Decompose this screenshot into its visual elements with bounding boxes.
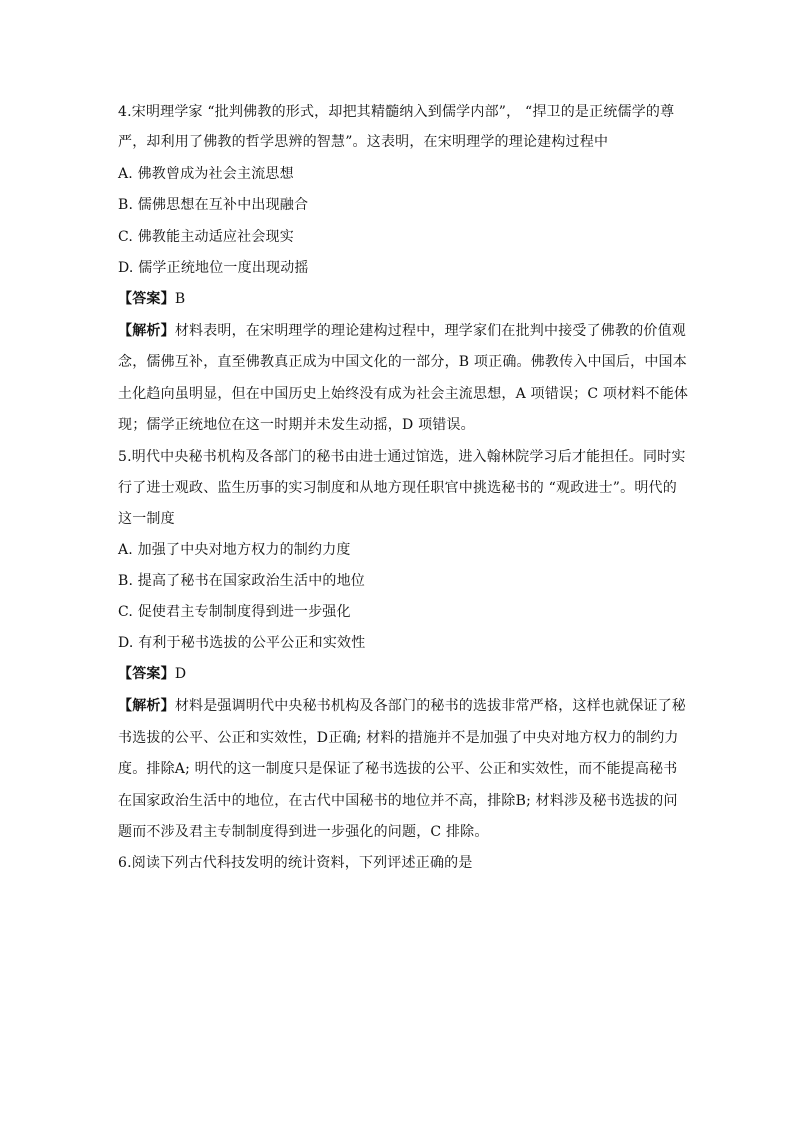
q4-analysis-tag: 【解析】 [118, 323, 175, 339]
q5-stem-line-1: 5.明代中央秘书机构及各部门的秘书由进士通过馆选，进入翰林院学习后才能担任。同时实 [118, 449, 686, 465]
q5-analysis-line-3: 度。排除A; 明代的这一制度只是保证了秘书选拔的公平、公正和实效性，而不能提高秘书 [118, 761, 678, 777]
q4-answer-value: B [174, 291, 186, 307]
q5-analysis-text-1: 材料是强调明代中央秘书机构及各部门的秘书的选拔非常严格，这样也就保证了秘 [174, 698, 687, 714]
q4-option-a: A. 佛教曾成为社会主流思想 [118, 166, 294, 182]
q4-analysis-text-1: 材料表明，在宋明理学的理论建构过程中，理学家们在批判中接受了佛教的价值观 [174, 323, 687, 339]
q5-answer-tag: 【答案】 [118, 666, 175, 682]
q4-option-b: B. 儒佛思想在互补中出现融合 [118, 197, 309, 213]
q5-answer-value: D [174, 666, 187, 682]
q4-answer-tag: 【答案】 [118, 291, 175, 307]
q4-analysis-line-4: 现；儒学正统地位在这一时期并未发生动摇，D 项错误。 [118, 417, 475, 433]
q5-stem-line-3: 这一制度 [118, 511, 175, 527]
q5-option-c: C. 促使君主专制制度得到进一步强化 [118, 604, 351, 620]
q5-analysis-line-2: 书选拔的公平、公正和实效性，D正确; 材料的措施并不是加强了中央对地方权力的制约力 [118, 730, 679, 746]
q5-analysis-tag: 【解析】 [118, 698, 175, 714]
q5-analysis-line-4: 在国家政治生活中的地位，在古代中国秘书的地位并不高，排除B; 材料涉及秘书选拔的问 [118, 793, 678, 809]
q5-analysis-line-5: 题而不涉及君主专制制度得到进一步强化的问题，C 排除。 [118, 824, 489, 840]
q5-option-b: B. 提高了秘书在国家政治生活中的地位 [118, 573, 365, 589]
q5-option-d: D. 有利于秘书选拔的公平公正和实效性 [118, 635, 366, 651]
q4-analysis-line-1 [118, 322, 687, 340]
q4-stem-line-2: 严，却利用了佛教的哲学思辨的智慧”。这表明，在宋明理学的理论建构过程中 [118, 134, 609, 150]
q4-answer [118, 290, 678, 308]
q5-stem-line-2: 行了进士观政、监生历事的实习制度和从地方现任职官中挑选秘书的 “观政进士”。明代的 [118, 480, 677, 496]
q4-stem-line-1: 4.宋明理学家 “批判佛教的形式，却把其精髓纳入到儒学内部”， “捍卫的是正统儒学的尊 [118, 104, 675, 120]
q5-option-a: A. 加强了中央对地方权力的制约力度 [118, 542, 351, 558]
q5-analysis-line-1 [118, 697, 687, 715]
q4-option-c: C. 佛教能主动适应社会现实 [118, 229, 294, 245]
q4-analysis-line-3: 土化趋向虽明显，但在中国历史上始终没有成为社会主流思想，A 项错误；C 项材料不能体 [118, 386, 689, 402]
q4-option-d: D. 儒学正统地位一度出现动摇 [118, 260, 309, 276]
q4-analysis-line-2: 念，儒佛互补，直至佛教真正成为中国文化的一部分，B 项正确。佛教传入中国后，中国本 [118, 354, 687, 370]
q6-stem: 6.阅读下列古代科技发明的统计资料，下列评述正确的是 [118, 855, 473, 871]
q5-answer [118, 665, 678, 683]
